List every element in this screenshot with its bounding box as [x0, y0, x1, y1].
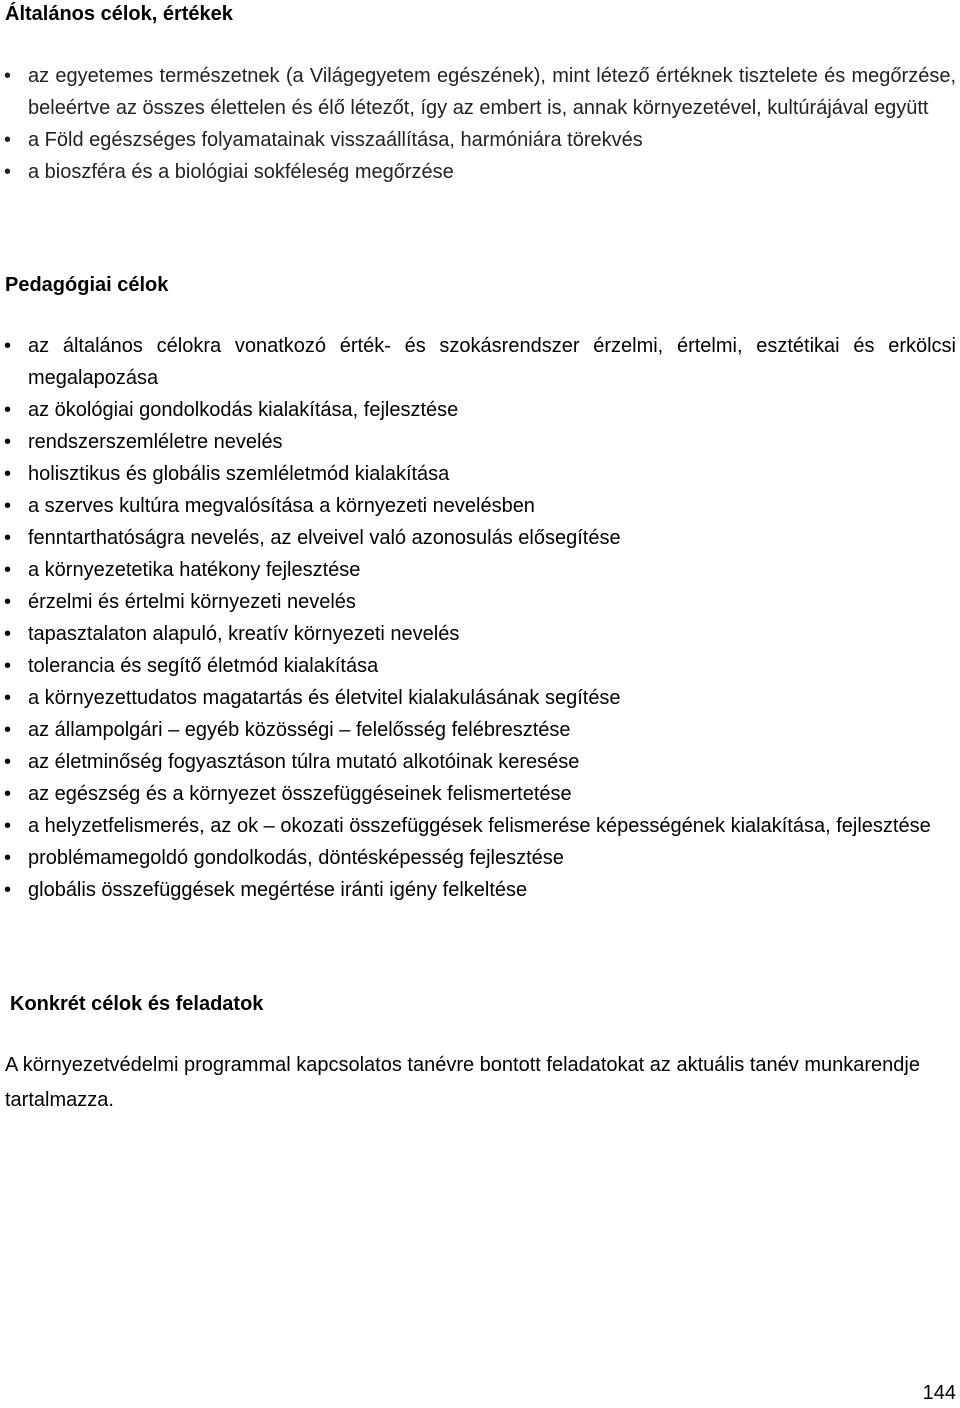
list-item-text: holisztikus és globális szemléletmód kialakítása — [28, 463, 450, 485]
bullet-icon: • — [4, 847, 12, 869]
list-item-text: érzelmi és értelmi környezeti nevelés — [28, 591, 356, 613]
list-item — [0, 554, 956, 586]
list-item — [0, 490, 956, 522]
list-item-text: a helyzetfelismerés, az ok – okozati összefüggések felismerése képességének kialakítása, fejlesztése — [28, 815, 931, 837]
list-item-text: globális összefüggések megértése iránti igény felkeltése — [28, 879, 528, 901]
list-item — [0, 842, 956, 874]
list-item-text: az általános célokra vonatkozó érték- és szokásrendszer érzelmi, értelmi, esztétikai és erkölcsi megalapozása — [28, 335, 956, 389]
pedagogical-goals-heading: Pedagógiai célok — [5, 274, 169, 296]
bullet-icon: • — [4, 335, 12, 357]
list-item-text: a szerves kultúra megvalósítása a környezeti nevelésben — [28, 495, 535, 517]
list-item-text: az egyetemes természetnek (a Világegyetem egészének), mint létező értéknek tisztelete és megőrzése, beleértve az összes élettelen és élő létezőt, így az embert is, annak környezetével, kultúrájával együtt — [28, 65, 956, 119]
list-item — [0, 330, 956, 394]
list-item-text: az életminőség fogyasztáson túlra mutató alkotóinak keresése — [28, 751, 580, 773]
list-item-text: tapasztalaton alapuló, kreatív környezeti nevelés — [28, 623, 460, 645]
bullet-icon: • — [4, 463, 12, 485]
bullet-icon: • — [4, 815, 12, 837]
list-item — [0, 746, 956, 778]
list-item — [0, 650, 956, 682]
list-item — [0, 586, 956, 618]
list-item-text: az állampolgári – egyéb közösségi – felelősség felébresztése — [28, 719, 571, 741]
general-goals-heading: Általános célok, értékek — [5, 3, 233, 25]
bullet-icon: • — [4, 431, 12, 453]
bullet-icon: • — [4, 559, 12, 581]
list-item — [0, 156, 956, 188]
page-number: 144 — [922, 1382, 956, 1404]
concrete-goals-heading: Konkrét célok és feladatok — [10, 993, 264, 1015]
list-item-text: problémamegoldó gondolkodás, döntésképesség fejlesztése — [28, 847, 564, 869]
concrete-goals-paragraph: A környezetvédelmi programmal kapcsolatos tanévre bontott feladatokat az aktuális tanév munkarendje tartalmazza. — [5, 1054, 920, 1111]
list-item-text: a bioszféra és a biológiai sokféleség megőrzése — [28, 161, 454, 183]
bullet-icon: • — [4, 527, 12, 549]
list-item-text: rendszerszemléletre nevelés — [28, 431, 283, 453]
list-item-text: az ökológiai gondolkodás kialakítása, fejlesztése — [28, 399, 459, 421]
pedagogical-goals-list — [0, 330, 960, 906]
bullet-icon: • — [4, 129, 12, 151]
list-item — [0, 714, 956, 746]
list-item — [0, 778, 956, 810]
bullet-icon: • — [4, 495, 12, 517]
bullet-icon: • — [4, 623, 12, 645]
list-item-text: fenntarthatóságra nevelés, az elveivel való azonosulás elősegítése — [28, 527, 621, 549]
list-item — [0, 682, 956, 714]
bullet-icon: • — [4, 655, 12, 677]
list-item — [0, 124, 956, 156]
bullet-icon: • — [4, 161, 12, 183]
list-item-text: a környezettudatos magatartás és életvitel kialakulásának segítése — [28, 687, 621, 709]
list-item-text: a Föld egészséges folyamatainak visszaállítása, harmóniára törekvés — [28, 129, 643, 151]
list-item — [0, 522, 956, 554]
bullet-icon: • — [4, 783, 12, 805]
list-item — [0, 458, 956, 490]
list-item — [0, 426, 956, 458]
bullet-icon: • — [4, 751, 12, 773]
list-item — [0, 394, 956, 426]
list-item — [0, 60, 956, 124]
list-item — [0, 618, 956, 650]
list-item-text: az egészség és a környezet összefüggéseinek felismertetése — [28, 783, 572, 805]
list-item-text: a környezetetika hatékony fejlesztése — [28, 559, 361, 581]
list-item — [0, 810, 956, 842]
general-goals-list — [0, 60, 960, 188]
bullet-icon: • — [4, 719, 12, 741]
list-item-text: tolerancia és segítő életmód kialakítása — [28, 655, 379, 677]
bullet-icon: • — [4, 399, 12, 421]
bullet-icon: • — [4, 687, 12, 709]
list-item — [0, 874, 956, 906]
bullet-icon: • — [4, 591, 12, 613]
bullet-icon: • — [4, 879, 12, 901]
bullet-icon: • — [4, 65, 12, 87]
